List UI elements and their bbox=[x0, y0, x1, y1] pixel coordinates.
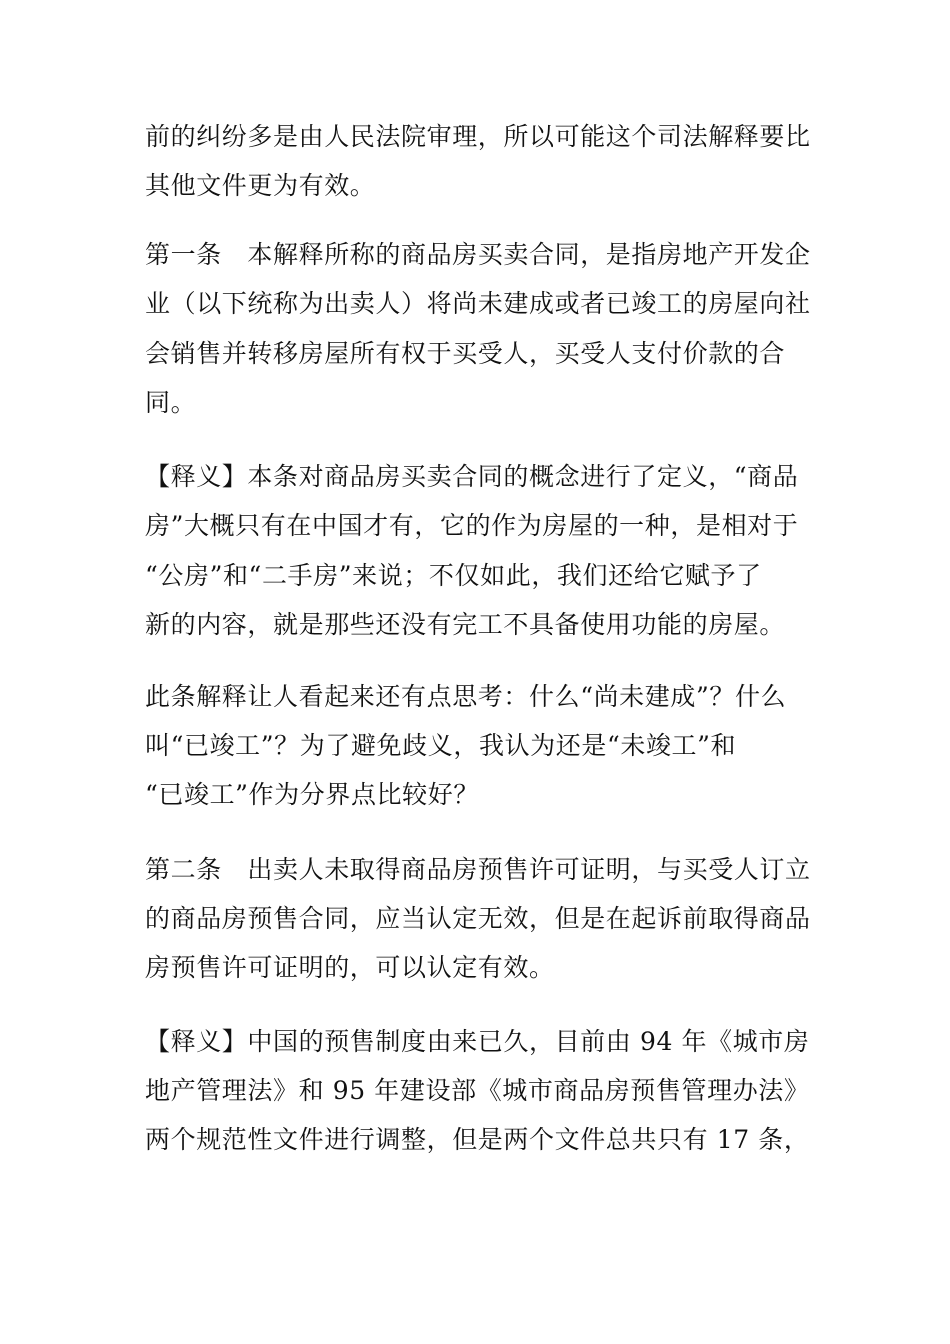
paragraph-3-line-1: 【释义】本条对商品房买卖合同的概念进行了定义，“商品 bbox=[145, 462, 799, 491]
paragraph-6-line-3: 两个规范性文件进行调整，但是两个文件总共只有 17 条， bbox=[145, 1125, 810, 1154]
paragraph-4-line-1: 此条解释让人看起来还有点思考：什么“尚未建成”？什么 bbox=[145, 682, 787, 711]
paragraph-2-line-2: 业（以下统称为出卖人）将尚未建成或者已竣工的房屋向社 bbox=[145, 289, 811, 318]
paragraph-6-line-1: 【释义】中国的预售制度由来已久，目前由 94 年《城市房 bbox=[145, 1027, 810, 1056]
paragraph-3-line-2: 房”大概只有在中国才有，它的作为房屋的一种，是相对于 bbox=[145, 511, 799, 540]
paragraph-3-line-4: 新的内容，就是那些还没有完工不具备使用功能的房屋。 bbox=[145, 610, 786, 639]
paragraph-6-line-2: 地产管理法》和 95 年建设部《城市商品房预售管理办法》 bbox=[145, 1076, 810, 1105]
paragraph-4-line-2: 叫“已竣工”？为了避免歧义，我认为还是“未竣工”和 bbox=[145, 731, 737, 760]
paragraph-5-line-3: 房预售许可证明的，可以认定有效。 bbox=[145, 953, 555, 982]
paragraph-3-line-3: “公房”和“二手房”来说；不仅如此，我们还给它赋予了 bbox=[145, 561, 762, 590]
paragraph-5-line-1: 第二条 出卖人未取得商品房预售许可证明，与买受人订立 bbox=[145, 855, 811, 884]
paragraph-2-line-1: 第一条 本解释所称的商品房买卖合同，是指房地产开发企 bbox=[145, 240, 811, 269]
paragraph-4-line-3: “已竣工”作为分界点比较好？ bbox=[145, 780, 479, 809]
paragraph-5-line-2: 的商品房预售合同，应当认定无效，但是在起诉前取得商品 bbox=[145, 904, 811, 933]
paragraph-2-line-4: 同。 bbox=[145, 388, 197, 417]
paragraph-2-line-3: 会销售并转移房屋所有权于买受人，买受人支付价款的合 bbox=[145, 339, 786, 368]
paragraph-1-line-2: 其他文件更为有效。 bbox=[145, 171, 376, 200]
paragraph-1-line-1: 前的纠纷多是由人民法院审理，所以可能这个司法解释要比 bbox=[145, 122, 811, 151]
